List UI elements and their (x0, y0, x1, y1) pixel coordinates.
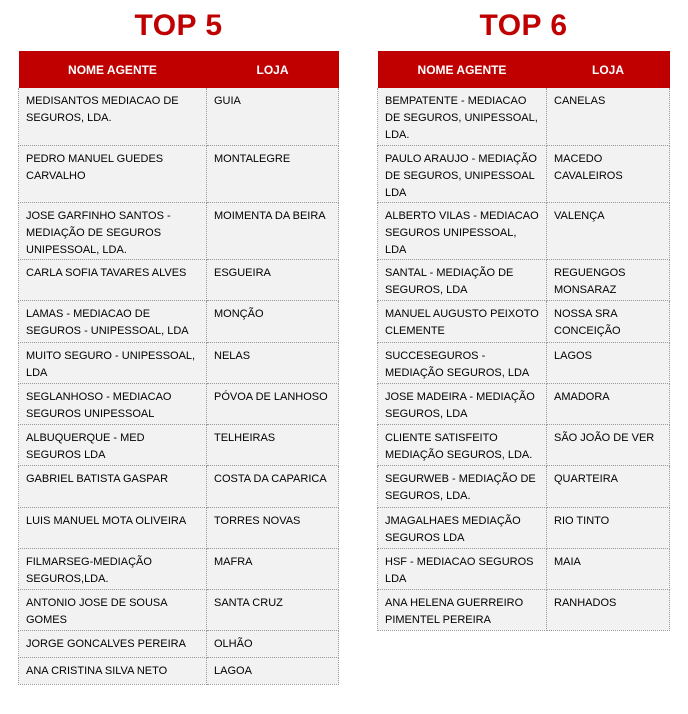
table-row (19, 424, 339, 465)
agent-name-cell: HSF - MEDIACAO SEGUROS LDA (378, 548, 547, 589)
agent-name-cell: PAULO ARAUJO - MEDIAÇÃO DE SEGUROS, UNIPESSOAL LDA (378, 145, 547, 202)
store-cell: TELHEIRAS (207, 424, 339, 465)
store-cell: GUIA (207, 88, 339, 145)
store-cell: MAIA (547, 548, 670, 589)
table-row (378, 259, 670, 300)
table-row (19, 259, 339, 300)
table-row (19, 630, 339, 657)
store-cell: REGUENGOS MONSARAZ (547, 259, 670, 300)
agent-name-cell: JOSE MADEIRA - MEDIAÇÃO SEGUROS, LDA (378, 383, 547, 424)
top5-title: TOP 5 (134, 9, 223, 42)
column-header-loja: LOJA (207, 51, 339, 88)
agent-name-cell: SEGURWEB - MEDIAÇÃO DE SEGUROS, LDA. (378, 465, 547, 507)
store-cell: VALENÇA (547, 202, 670, 259)
store-cell: RANHADOS (547, 589, 670, 630)
table-row (378, 589, 670, 630)
table-row (378, 383, 670, 424)
agent-name-cell: PEDRO MANUEL GUEDES CARVALHO (19, 145, 207, 202)
table-row (19, 88, 339, 145)
table-row (378, 202, 670, 259)
agent-name-cell: MEDISANTOS MEDIACAO DE SEGUROS, LDA. (19, 88, 207, 145)
top5-header-row (19, 51, 339, 88)
table-row (378, 465, 670, 507)
agent-name-cell: SUCCESEGUROS - MEDIAÇÃO SEGUROS, LDA (378, 342, 547, 383)
top5-table (18, 51, 339, 685)
agent-name-cell: MANUEL AUGUSTO PEIXOTO CLEMENTE (378, 300, 547, 342)
agent-name-cell: ANTONIO JOSE DE SOUSA GOMES (19, 589, 207, 630)
agent-name-cell: ANA CRISTINA SILVA NETO (19, 657, 207, 684)
table-row (378, 342, 670, 383)
store-cell: ESGUEIRA (207, 259, 339, 300)
store-cell: NOSSA SRA CONCEIÇÃO (547, 300, 670, 342)
store-cell: MACEDO CAVALEIROS (547, 145, 670, 202)
store-cell: CANELAS (547, 88, 670, 145)
table-row (378, 145, 670, 202)
agent-name-cell: JMAGALHAES MEDIAÇÃO SEGUROS LDA (378, 507, 547, 548)
agent-name-cell: JOSE GARFINHO SANTOS - MEDIAÇÃO DE SEGUROS UNIPESSOAL, LDA. (19, 202, 207, 259)
store-cell: MOIMENTA DA BEIRA (207, 202, 339, 259)
table-row (19, 657, 339, 684)
table-row (19, 465, 339, 507)
table-row (378, 548, 670, 589)
table-row (378, 507, 670, 548)
column-header-nome-agente: NOME AGENTE (19, 51, 207, 88)
table-row (19, 383, 339, 424)
store-cell: LAGOS (547, 342, 670, 383)
agent-name-cell: MUITO SEGURO - UNIPESSOAL, LDA (19, 342, 207, 383)
table-row (378, 424, 670, 465)
table-row (19, 145, 339, 202)
store-cell: MAFRA (207, 548, 339, 589)
agent-name-cell: GABRIEL BATISTA GASPAR (19, 465, 207, 507)
top6-block (377, 0, 670, 631)
table-row (19, 202, 339, 259)
store-cell: QUARTEIRA (547, 465, 670, 507)
agent-name-cell: FILMARSEG-MEDIAÇÃO SEGUROS,LDA. (19, 548, 207, 589)
store-cell: MONTALEGRE (207, 145, 339, 202)
agent-name-cell: ALBERTO VILAS - MEDIACAO SEGUROS UNIPESSOAL, LDA (378, 202, 547, 259)
top6-title: TOP 6 (479, 9, 568, 42)
agent-name-cell: SANTAL - MEDIAÇÃO DE SEGUROS, LDA (378, 259, 547, 300)
table-row (378, 88, 670, 145)
agent-name-cell: ALBUQUERQUE - MED SEGUROS LDA (19, 424, 207, 465)
agent-name-cell: LAMAS - MEDIACAO DE SEGUROS - UNIPESSOAL, LDA (19, 300, 207, 342)
agent-name-cell: CARLA SOFIA TAVARES ALVES (19, 259, 207, 300)
table-row (19, 342, 339, 383)
agent-name-cell: JORGE GONCALVES PEREIRA (19, 630, 207, 657)
store-cell: AMADORA (547, 383, 670, 424)
top6-header-row (378, 51, 670, 88)
column-header-loja: LOJA (547, 51, 670, 88)
agent-name-cell: CLIENTE SATISFEITO MEDIAÇÃO SEGUROS, LDA. (378, 424, 547, 465)
store-cell: NELAS (207, 342, 339, 383)
store-cell: MONÇÃO (207, 300, 339, 342)
store-cell: TORRES NOVAS (207, 507, 339, 548)
store-cell: COSTA DA CAPARICA (207, 465, 339, 507)
table-row (19, 300, 339, 342)
agent-name-cell: SEGLANHOSO - MEDIACAO SEGUROS UNIPESSOAL (19, 383, 207, 424)
top5-block (18, 0, 339, 685)
store-cell: SÃO JOÃO DE VER (547, 424, 670, 465)
agent-name-cell: BEMPATENTE - MEDIACAO DE SEGUROS, UNIPESSOAL, LDA. (378, 88, 547, 145)
agent-name-cell: ANA HELENA GUERREIRO PIMENTEL PEREIRA (378, 589, 547, 630)
table-row (19, 507, 339, 548)
store-cell: SANTA CRUZ (207, 589, 339, 630)
top6-table (377, 51, 670, 631)
column-header-nome-agente: NOME AGENTE (378, 51, 547, 88)
table-row (19, 589, 339, 630)
store-cell: OLHÃO (207, 630, 339, 657)
store-cell: RIO TINTO (547, 507, 670, 548)
table-row (19, 548, 339, 589)
agent-name-cell: LUIS MANUEL MOTA OLIVEIRA (19, 507, 207, 548)
table-row (378, 300, 670, 342)
store-cell: LAGOA (207, 657, 339, 684)
store-cell: PÓVOA DE LANHOSO (207, 383, 339, 424)
